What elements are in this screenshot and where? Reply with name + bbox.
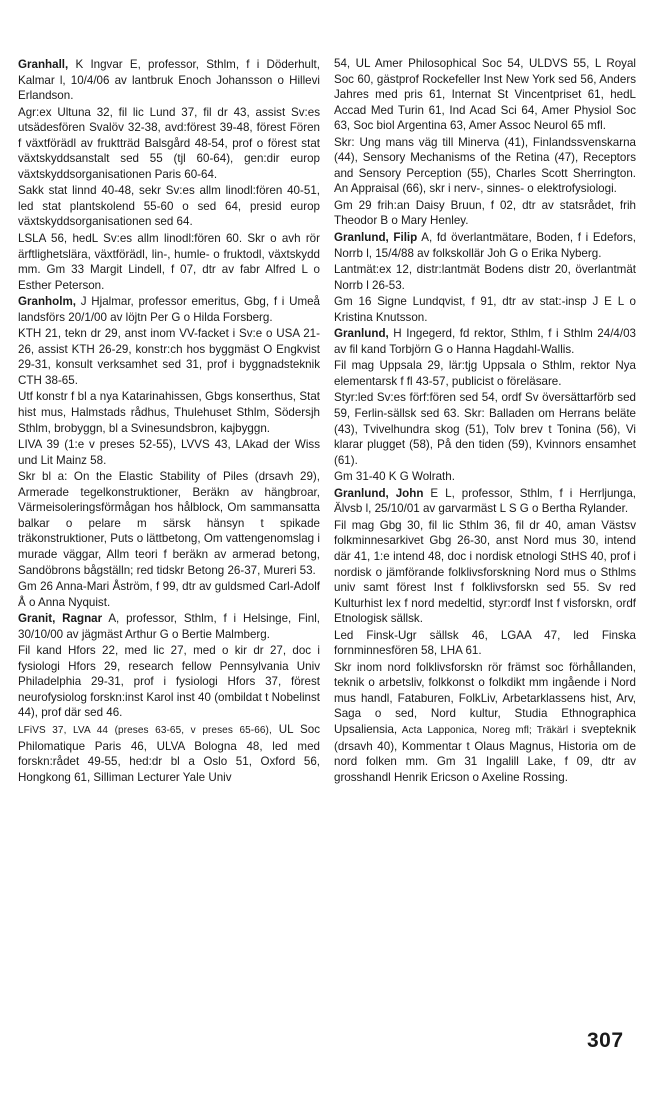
entry-name: Granit, Ragnar (18, 612, 103, 626)
small-text: Acta Lapponica, Noreg mfl; Träkärl i (397, 724, 576, 736)
entry-granit-header (18, 611, 320, 642)
paragraph-text: Skr inom nord folklivsforskn rör främst soc förhållanden, teknik o arbetsliv, folkkonst o folkdikt mm ingående i Nord mus handl, Fataburen, FolkLiv, Arbetarklassens hist, Arv, Saga o sed, Nord kultur, Studia Ethnographica Upsaliensia, (334, 660, 636, 736)
paragraph: Fil mag Uppsala 29, lär:tjg Uppsala o Sthlm, rektor Nya elementarsk f fl 43-57, publicist o föreläsare. (334, 359, 636, 388)
paragraph: Gm 29 frih:an Daisy Bruun, f 02, dtr av statsrådet, frih Theodor B o Mary Henley. (334, 198, 636, 228)
paragraph: Led Finsk-Ugr sällsk 46, LGAA 47, led Finska fornminnesfören 58, LHA 61. (334, 628, 636, 658)
paragraph: KTH 21, tekn dr 29, anst inom VV-facket i Sv:e o USA 21-26, assist KTH 26-29, konstr:ch hos byggmäst O Engkvist 29-31, konsult verksamhet sed 31, prof i byggnadsteknik CTH 38-65. (18, 327, 320, 387)
entry-text: A, professor, Sthlm, f i Helsinge, Finl, 30/10/00 av jägmäst Arthur G o Bertie Malmberg. (18, 612, 320, 641)
paragraph: Skr: Ung mans väg till Minerva (41), Finlandssvenskarna (44), Sensory Mechanisms of the Retina (47), Receptors and Sensory Perception (55), Charles Scott Sherrington. An Appraisal (66), skr i nerv-, sinnes- o elektrofysiologi. (334, 135, 636, 196)
entry-text: J Hjalmar, professor emeritus, Gbg, f i Umeå landsförs 20/1/00 av löjtn Per G o Hilda Forsberg. (18, 295, 320, 324)
entry-name: Granlund, (334, 327, 389, 341)
paragraph: Fil kand Hfors 22, med lic 27, med o kir dr 27, doc i fysiologi Hfors 29, research fellow Pennsylvania Univ Philadelphia 29-31, prof i fysiologi Hfors 37, förest neurofysiolog forskn:inst Karol inst 40 (ombildat t Nobelinst 44), prof där sed 46. (18, 644, 320, 720)
entry-text: A, fd överlantmätare, Boden, f i Edefors, Norrb l, 15/4/88 av folkskollär Joh G o Erika Nyberg. (334, 231, 637, 260)
entry-text: H Ingegerd, fd rektor, Sthlm, f i Sthlm 24/4/03 av fil kand Torbjörn G o Hanna Hagdahl-Wallis. (334, 327, 636, 356)
paragraph: Sakk stat linnd 40-48, sekr Sv:es allm linodl:fören 40-51, led stat plantskolend 55-60 o sed 64, presid europ växtskyddsorganisationen sed 64. (18, 184, 320, 229)
paragraph: Skr bl a: On the Elastic Stability of Piles (drsavh 29), Armerade tegelkonstruktioner, Beräkn av hängbroar, Värmeisoleringsförmågan hos hålblock, Om sammansatta balkar o pelare m särsk hänsyn t spikade träkonstruktioner, Puts o lättbetong, Om vattengenomslag i murade väggar, Allm teori f beräkn av armerad betong, Sandöbrons bågställn; red tidskr Betong 26-37, Mureri 53. (18, 470, 320, 577)
entry-name: Granholm, (18, 295, 76, 309)
entry-text: K Ingvar E, professor, Sthlm, f i Döderhult, Kalmar l, 10/4/06 av lantbruk Enoch Johansson o Hillevi Erlandson. (18, 58, 320, 103)
left-column (18, 56, 320, 786)
paragraph-text-continued: svepteknik (drsavh 40), Kommentar t Olaus Magnus, Historia om de nord folken mm. Gm 31 Ingalill Lake, f 09, dtr av grosshandl Henrik Ericson o Axeline Rossing. (334, 722, 636, 784)
entry-granlund-ingegerd-header (334, 326, 636, 357)
paragraph (18, 722, 320, 785)
paragraph: Styr:led Sv:es förf:fören sed 54, ordf Sv översättarförb sed 59, Ferlin-sällsk sed 63. Skr: Balladen om Herrans beläte (43), Tvivelhundra skog (51), Tolv brev t Tonina (56), Vi klarar plugget (58), På den tiden (59), Kvinnors ensamhet (61). (334, 391, 636, 467)
entry-name: Granlund, John (334, 486, 424, 500)
paragraph: Agr:ex Ultuna 32, fil lic Lund 37, fil dr 43, assist Sv:es utsädesfören Svalöv 32-38, avd:förest 39-48, förest Fören f växtförädl av fruktträd Balsgård 48-54, prof o förest stat växtskyddsanstalt sed 55 (tjl 60-64), gen:dir europ växtskyddsorganisationen Paris 60-64. (18, 105, 320, 181)
page-number: 307 (587, 1029, 624, 1052)
paragraph: 54, UL Amer Philosophical Soc 54, ULDVS 55, L Royal Soc 60, gästprof Rockefeller Inst New York sed 56, Anders Jahres med pris 61, Internat St Vincentpriset 61, hedL Accad Med Turin 61, Ind Acad Sci 64, Amer Physiol Soc 63, Soc biol Argentina 63, Amer Assoc Neurol 65 mfl. (334, 57, 636, 133)
paragraph: Gm 31-40 K G Wolrath. (334, 470, 455, 484)
paragraph: Lantmät:ex 12, distr:lantmät Bodens distr 20, överlantmät Norrb l 26-53. (334, 263, 636, 292)
paragraph: Gm 16 Signe Lundqvist, f 91, dtr av stat:-insp J E L o Kristina Knutsson. (334, 295, 636, 324)
entry-granlund-john-header (334, 486, 636, 517)
paragraph: Utf konstr f bl a nya Katarinahissen, Gbgs konserthus, Stat hist mus, Halmstads rådhus, Thulehuset Sthlm, Södersjh Sthlm, brobyggn, bl a Svinesundsbron, kajbyggn. (18, 390, 320, 435)
small-text: LFiVS 37, LVA 44 (preses 63-65, v preses 65-66), (18, 724, 272, 736)
paragraph: Gm 26 Anna-Mari Åström, f 99, dtr av guldsmed Carl-Adolf Å o Anna Nyquist. (18, 580, 320, 609)
entry-granlund-filip-header (334, 230, 636, 261)
paragraph: Fil mag Gbg 30, fil lic Sthlm 36, fil dr 40, aman Västsv folkminnesarkivet Gbg 26-30, anst Nord mus 30, intend där 41, 1:e intend 48, doc i nordisk etnologi StHS 40, prof i nordisk o jämförande folklivsforskning Nord mus o Sthlms univ samt förest Inst f folklivsforskn sed 55. Sv red Kulturhist lex f nord medeltid, styr:ordf Inst f visforskn, ordf Etnologisk sällsk. (334, 518, 636, 626)
entry-name: Granlund, Filip (334, 231, 418, 245)
paragraph: LIVA 39 (1:e v preses 52-55), LVVS 43, LAkad der Wiss und Lit Mainz 58. (18, 438, 320, 467)
entry-text: E L, professor, Sthlm, f i Herrljunga, Älvsb l, 25/10/01 av garvarmäst L S G o Bertha Rylander. (334, 486, 637, 516)
paragraph (334, 660, 636, 785)
paragraph: LSLA 56, hedL Sv:es allm linodl:fören 60. Skr o avh rör ärftlighetslära, växtförädl, lin-, humle- o fruktodl, växtskydd mm. Gm 33 Margit Lindell, f 07, dtr av fabr Alfred L o Esther Peterson. (18, 232, 320, 292)
entry-granholm-header (18, 294, 320, 325)
paragraph-text: UL Soc Philomatique Paris 46, ULVA Bologna 48, led med forskn:rådet 49-55, hed:dr bl a Oslo 51, Oxford 56, Hongkong 61, Silliman Lecturer Yale Univ (18, 722, 320, 784)
entry-name: Granhall, (18, 58, 69, 71)
right-column (334, 56, 636, 786)
entry-granhall-header (18, 57, 320, 104)
